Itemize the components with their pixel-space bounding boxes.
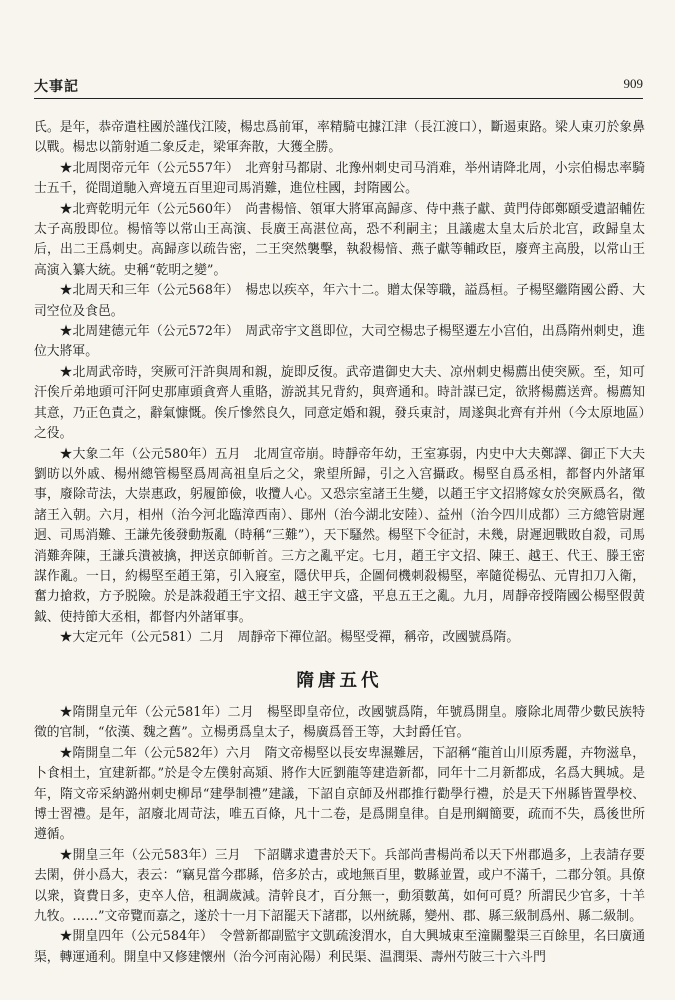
entry-paragraph: ★隋開皇元年（公元581年）二月 楊堅即皇帝位，改國號爲隋，年號爲開皇。廢除北周帶少數民族特徵的官制，“依漢、魏之舊”。立楊勇爲皇太子，楊廣爲晉王等，大封爵任官。 [34, 704, 645, 741]
entry-paragraph: ★大象二年（公元580年）五月 北周宣帝崩。時靜帝年幼，王室寡弱，内史中大夫鄭譯、御正下大夫劉昉以外戚、楊州總管楊堅爲周高祖皇后之父，衆望所歸，引之入宫攝政。楊堅自爲丞相，都督内外諸軍事，廢除苛法，大崇惠政，躬履節儉，收攬人心。又恐宗室諸王生變，以趙王宇文招將嫁女於突厥爲名，徵諸王入朝。六月，相州（治今河北臨漳西南）、鄖州（治今湖北安陸）、益州（治今四川成都）三方總管尉遲迥、司馬消難、王謙先後發動叛亂（時稱“三難”），天下騷然。楊堅下令征討，未幾，尉遲迥戰敗自殺，司馬消難奔陳，王謙兵潰被擒，押送京師斬首。三方之亂平定。七月，趙王宇文招、陳王、越王、代王、滕王密謀作亂。一日，約楊堅至趙王第，引入寢室，隱伏甲兵，企圖伺機刺殺楊堅，率隨從楊弘、元胄扣刀入衛，奮力搶救，方予脱險。於是誅殺趙王宇文招、越王宇文盛，平息五王之亂。九月，周靜帝授隋國公楊堅假黄鉞、使持節大丞相，都督内外諸軍事。 [34, 446, 645, 625]
running-header [34, 76, 643, 99]
entry-paragraph: ★北齊乾明元年（公元560年） 尚書楊愔、領軍大將軍高歸彦、侍中燕子獻、黄門侍郎鄭頤受遺詔輔佐太子高殷即位。楊愔等以常山王高演、長廣王高湛位高，恐不利嗣主；且議處太皇太后於北宫，政歸皇太后，出二王爲刺史。高歸彦以疏告密，二王突然襲擊，執殺楊愔、燕子獻等輔政臣，廢齊主高殷，以常山王高演入纂大統。史稱“乾明之變”。 [34, 201, 645, 278]
entry-paragraph: ★北周天和三年（公元568年） 楊忠以疾卒，年六十二。贈太保等職，謚爲桓。子楊堅繼隋國公爵、大司空位及食邑。 [34, 283, 645, 319]
entry-paragraph: ★隋開皇二年（公元582年）六月 隋文帝楊堅以長安卑濕難居，下詔稱“龍首山川原秀麗，卉物滋阜，卜食相土，宜建新都。”於是令左僕射高熲、將作大匠劉龍等建造新都，同年十二月新都成，名爲大興城。是年，隋文帝采納潞州刺史柳昂“建學制禮”建議，下詔自京師及州郡推行勸學行禮，於是天下州縣皆置學校、博士習禮。是年，詔廢北周苛法，唯五百條，凡十二卷，是爲開皇律。自是刑綱簡要，疏而不失，爲後世所遵循。 [34, 745, 645, 843]
page-body [34, 118, 645, 968]
entry-paragraph: ★北周閔帝元年（公元557年） 北齊射马都尉、北豫州刺史司马消难，举州请降北周，小宗伯楊忠率騎士五千，從間道馳入齊境五百里迎司馬消難，進位柱國，封隋國公。 [34, 160, 645, 197]
section-heading: 隋唐五代 [296, 670, 383, 691]
entry-paragraph: ★開皇三年（公元583年）三月 下詔購求遺書於天下。兵部尚書楊尚希以天下州郡過多，上表請存要去閑，併小爲大，表云：“竊見當今郡縣，倍多於古，或地無百里，數縣並置，或户不滿千，二郡分領。具僚以衆，資費日多，吏卒人倍，租調歲減。清幹良才，百分無一，動須數萬，如何可覓？所謂民少官多，十羊九牧。……”文帝覽而嘉之，遂於十一月下詔罷天下諸郡，以州統縣，變州、郡、縣三級制爲州、縣二級制。 [34, 847, 645, 925]
section-label: 大事記 [34, 79, 79, 95]
entry-paragraph: ★北周武帝時，突厥可汗許與周和親，旋即反復。武帝遣御史大夫、凉州刺史楊薦出使突厥。至，知可汗俟斤弟地頭可汗阿史那庫頭貪齊人重賂，游説其兄背約，與齊通和。時計謀已定，欲將楊薦送齊。楊薦知其意，乃正色責之，辭氣慷慨。俟斤慘然良久，同意定婚和親，發兵東討，周遂與北齊有并州（今太原地區）之役。 [34, 364, 645, 442]
entry-paragraph: ★開皇四年（公元584年） 令營新都副監宇文凱疏浚渭水，自大興城東至潼關鑿渠三百餘里，名曰廣通渠，轉運通利。開皇中又修建懷州（治今河南沁陽）利民渠、温潤渠、壽州芍陂三十六斗門 [34, 929, 645, 965]
entry-paragraph: ★北周建德元年（公元572年） 周武帝宇文邕即位，大司空楊忠子楊堅遷左小宫伯，出爲隋州刺史，進位大將軍。 [34, 324, 645, 360]
intro-paragraph: 氏。是年，恭帝遣柱國於謹伐江陵，楊忠爲前軍，率精騎屯據江津（長江渡口），斷遏東路。梁人東刃於象鼻以戰。楊忠以箭射遁二象反走，梁軍奔散，大獲全勝。 [34, 120, 645, 156]
entry-paragraph: ★大定元年（公元581）二月 周靜帝下禪位詔。楊堅受禪，稱帝，改國號爲隋。 [59, 630, 520, 646]
page-number: 909 [623, 76, 643, 91]
